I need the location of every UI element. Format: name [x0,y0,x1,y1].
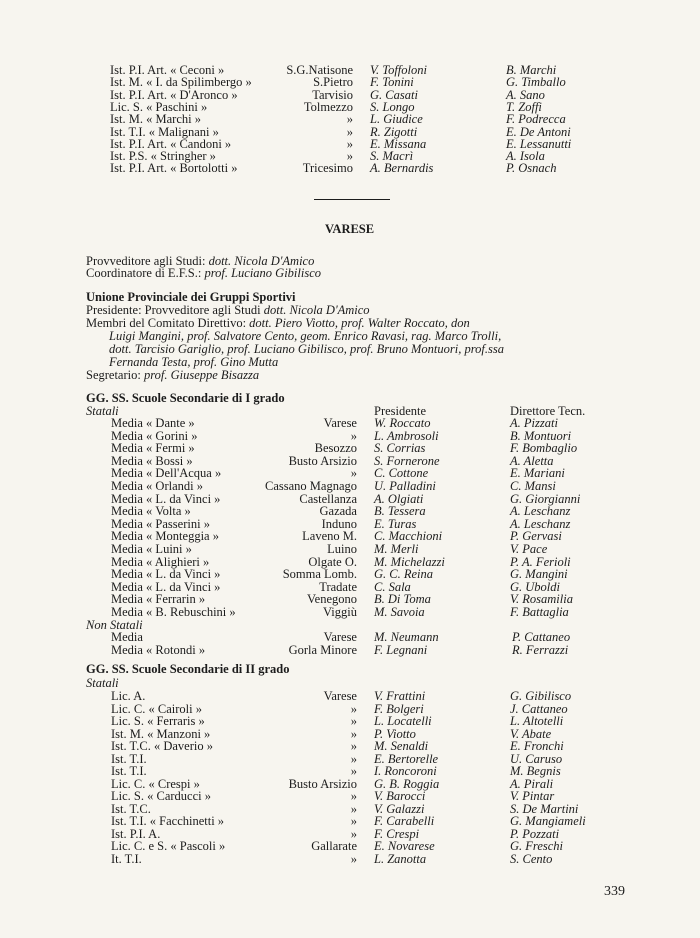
school-town: Castellanza [299,491,357,506]
school-town: » [346,136,353,151]
school-name: Media « L. da Vinci » [111,579,221,594]
segretario-label: Segretario: [86,368,141,382]
school-town: Varese [323,630,357,644]
school-town: Tarvisio [312,87,353,102]
direttore-name: V. Pace [510,542,548,556]
section-title: VARESE [325,222,375,236]
school-name: Ist. T.I. [111,764,147,778]
table-row [0,815,700,828]
presidente-label: Presidente: Provveditore agli Studi [86,303,261,317]
direttore-name: B. Marchi [506,63,557,77]
direttore-name: V. Rosamilia [510,592,573,607]
presidente-name: S. Longo [370,99,415,114]
school-name: Media « Dell'Acqua » [111,466,222,481]
presidente-name: M. Savoia [374,605,425,619]
presidente-name: P. Viotto [374,726,416,741]
presidente-name: G. C. Reina [374,567,434,582]
school-name: Lic. C. « Cairoli » [111,701,202,716]
school-town: » [350,814,357,828]
membri-line-3: dott. Tarcisio Gariglio, prof. Luciano Gibilisco, prof. Bruno Montuori, prof.ssa [109,342,504,356]
school-name: It. T.I. [111,851,142,866]
presidente-name: F. Carabelli [374,814,435,828]
grado1-title: GG. SS. Scuole Secondarie di I grado [86,391,285,405]
direttore-name: S. Cento [510,851,553,866]
direttore-name: A. Leschanz [510,516,571,531]
presidente-name: F. Legnani [374,642,428,657]
school-town: » [346,112,353,127]
direttore-name: A. Sano [506,87,545,102]
school-name: Media « L. da Vinci » [111,491,221,506]
school-name: Media « Dante » [111,416,195,430]
table-row [0,790,700,803]
school-town: » [350,851,357,866]
table-row [0,740,700,753]
school-town: » [350,789,357,803]
direttore-name: F. Battaglia [510,605,569,619]
school-name: Lic. S. « Paschini » [110,99,208,114]
direttore-name: E. Lessanutti [506,136,572,151]
school-name: Media « Alighieri » [111,554,210,569]
school-name: Media « Luini » [111,542,192,556]
presidente-name: M. Merli [374,542,419,556]
grado1-non-statali-label: Non Statali [86,618,143,632]
page-number: 339 [604,884,625,899]
direttore-name: V. Abate [510,726,552,741]
presidente-name: M. Michelazzi [374,554,445,569]
direttore-name: J. Cattaneo [510,701,568,716]
school-name: Ist. M. « Manzoni » [111,726,211,741]
presidente-name: F. Crespi [374,826,420,841]
presidente-name: S. Macrì [370,149,414,164]
table-row [0,853,700,866]
direttore-name: E. Mariani [510,466,565,481]
table-row [0,778,700,791]
school-name: Ist. P.I. A. [111,826,161,841]
school-name: Media « Monteggia » [111,529,219,544]
presidente-name: W. Roccato [374,416,431,430]
school-name: Ist. P.I. Art. « D'Aronco » [110,87,238,102]
presidente-name: B. Tessera [374,504,426,519]
presidente-name: V. Barocci [374,789,426,803]
direttore-name: F. Podrecca [506,112,566,127]
direttore-name: A. Aletta [510,453,554,468]
direttore-name: G. Freschi [510,839,563,853]
school-town: » [350,801,357,816]
school-town: Tricesimo [302,161,353,176]
table-row [0,417,700,430]
school-town: » [350,826,357,841]
direttore-name: E. De Antoni [506,124,571,139]
school-name: Ist. P.I. Art. « Ceconi » [110,63,225,77]
direttore-name: G. Giorgianni [510,491,581,506]
membri-label: Membri del Comitato Direttivo: [86,316,247,330]
presidente-name: R. Zigotti [370,124,418,139]
column-header-presidente: Presidente [374,404,427,418]
school-name: Media [111,630,143,644]
school-name: Ist. P.S. « Stringher » [110,149,216,164]
school-name: Lic. S. « Carducci » [111,789,211,803]
direttore-name: A. Pirali [510,776,554,791]
school-name: Lic. A. [111,689,146,703]
direttore-name: P. Gervasi [510,529,562,544]
school-name: Media « Ferrarin » [111,592,206,607]
direttore-name: P. Cattaneo [512,630,571,644]
school-town: Busto Arsizio [288,453,357,468]
school-town: Varese [323,416,357,430]
presidente-name: S. Fornerone [374,453,440,468]
direttore-name: V. Pintar [510,789,555,803]
school-town: S.Pietro [313,75,353,90]
table-row [0,728,700,741]
school-name: Ist. P.I. Art. « Candoni » [110,136,232,151]
presidente-name: C. Macchioni [374,529,443,544]
coordinatore-value: prof. Luciano Gibilisco [204,266,322,280]
direttore-name: B. Montuori [510,428,572,443]
presidente-name: U. Palladini [374,479,436,493]
presidente-name: E. Bertorelle [374,751,439,766]
school-town: » [350,701,357,716]
direttore-name: P. A. Ferioli [510,554,571,569]
presidente-name: V. Frattini [374,689,426,703]
presidente-name: V. Toffoloni [370,63,427,77]
direttore-name: A. Isola [506,149,545,164]
direttore-name: P. Pozzati [510,826,560,841]
school-name: Lic. C. e S. « Pascoli » [111,839,226,853]
school-town: » [346,124,353,139]
school-name: Ist. M. « I. da Spilimbergo » [110,75,252,90]
presidente-name: L. Locatelli [374,714,432,728]
school-town: Venegono [307,592,357,607]
school-name: Media « Passerini » [111,516,210,531]
direttore-name: E. Fronchi [510,739,564,753]
presidente-name: E. Turas [374,516,417,531]
school-name: Ist. T.I. [111,751,147,766]
school-town: Cassano Magnago [265,479,357,493]
membri-line-4: Fernanda Testa, prof. Gino Mutta [109,355,279,369]
presidente-name: L. Ambrosoli [374,428,439,443]
presidente-name: G. Casati [370,87,418,102]
unione-title: Unione Provinciale dei Gruppi Sportivi [86,290,296,304]
presidente-name: C. Cottone [374,466,429,481]
presidente-name: B. Di Toma [374,592,431,607]
grado1-statali-label: Statali [86,404,119,418]
coordinatore-line [86,267,321,280]
coordinatore-label: Coordinatore di E.F.S.: [86,266,202,280]
school-name: Media « Gorini » [111,428,198,443]
presidente-name: F. Bolgeri [374,701,424,716]
membri-line-2: Luigi Mangini, prof. Salvatore Cento, geom. Enrico Ravasi, rag. Marco Trolli, [109,329,502,343]
school-town: Olgate O. [308,554,357,569]
school-town: Besozzo [314,441,357,456]
school-name: Ist. P.I. Art. « Bortolotti » [110,161,238,176]
school-name: Ist. M. « Marchi » [110,112,201,127]
school-town: » [350,764,357,778]
table-row [0,840,700,853]
presidente-name: E. Missana [370,136,427,151]
school-name: Ist. T.C. [111,801,151,816]
school-town: Induno [321,516,357,531]
unione-segretario [86,369,259,382]
presidente-name: L. Giudice [370,112,423,127]
presidente-name: F. Tonini [370,75,414,90]
table-row [0,753,700,766]
school-town: » [346,149,353,164]
school-town: Gorla Minore [288,642,357,657]
presidente-name: A. Olgiati [374,491,424,506]
presidente-name: E. Novarese [374,839,435,853]
school-town: Luino [327,542,357,556]
table-row [0,703,700,716]
school-name: Ist. T.C. « Daverio » [111,739,213,753]
presidente-name: I. Roncoroni [374,764,437,778]
direttore-name: G. Mangiameli [510,814,586,828]
presidente-name: S. Corrias [374,441,426,456]
presidente-name: V. Galazzi [374,801,425,816]
presidente-name: C. Sala [374,579,411,594]
school-town: Tolmezzo [303,99,353,114]
school-name: Media « Orlandi » [111,479,203,493]
table-row [0,803,700,816]
school-town: » [350,751,357,766]
school-town: Laveno M. [302,529,357,544]
school-town: Somma Lomb. [282,567,357,582]
table-row [0,690,700,703]
school-town: » [350,466,357,481]
direttore-name: F. Bombaglio [510,441,578,456]
school-town: Busto Arsizio [288,776,357,791]
school-town: » [350,739,357,753]
school-town: Gallarate [311,839,357,853]
direttore-name: M. Begnis [510,764,561,778]
school-town: » [350,726,357,741]
direttore-name: G. Timballo [506,75,566,90]
direttore-name: A. Pizzati [510,416,558,430]
direttore-name: U. Caruso [510,751,563,766]
school-town: Viggiù [323,605,357,619]
school-town: Gazada [319,504,357,519]
school-name: Media « Volta » [111,504,191,519]
table-row [0,715,700,728]
school-name: Media « Bossi » [111,453,193,468]
presidente-name: G. B. Roggia [374,776,440,791]
school-name: Lic. C. « Crespi » [111,776,200,791]
table-row [0,455,700,468]
presidente-name: L. Zanotta [374,851,427,866]
presidente-name: M. Senaldi [374,739,429,753]
section-divider [314,199,390,200]
school-town: Tradate [319,579,357,594]
provveditore-label: Provveditore agli Studi: [86,254,206,268]
membri-line-1: dott. Piero Viotto, prof. Walter Roccato, don [249,316,470,330]
table-row [0,162,700,175]
school-town: Varese [323,689,357,703]
provveditore-value: dott. Nicola D'Amico [208,254,315,268]
presidente-name: A. Bernardis [370,161,434,176]
direttore-name: R. Ferrazzi [512,642,569,657]
school-town: » [350,428,357,443]
grado2-title: GG. SS. Scuole Secondarie di II grado [86,662,290,676]
school-town: S.G.Natisone [286,63,353,77]
column-header-direttore: Direttore Tecn. [510,404,586,418]
direttore-name: G. Mangini [510,567,568,582]
school-town: » [350,714,357,728]
grado2-statali-label: Statali [86,676,119,690]
school-name: Media « Rotondi » [111,642,206,657]
direttore-name: S. De Martini [510,801,579,816]
direttore-name: G. Gibilisco [510,689,572,703]
presidente-name: M. Neumann [374,630,439,644]
school-name: Media « Fermi » [111,441,195,456]
table-row [0,644,700,657]
presidente-value: dott. Nicola D'Amico [263,303,370,317]
direttore-name: G. Uboldi [510,579,560,594]
school-name: Media « B. Rebuschini » [111,605,236,619]
school-name: Media « L. da Vinci » [111,567,221,582]
direttore-name: T. Zoffi [506,99,542,114]
direttore-name: L. Altotelli [510,714,564,728]
school-name: Ist. T.I. « Malignani » [110,124,219,139]
direttore-name: P. Osnach [506,161,557,176]
segretario-value: prof. Giuseppe Bisazza [143,368,260,382]
direttore-name: C. Mansi [510,479,556,493]
direttore-name: A. Leschanz [510,504,571,519]
school-name: Ist. T.I. « Facchinetti » [111,814,225,828]
school-name: Lic. S. « Ferraris » [111,714,205,728]
